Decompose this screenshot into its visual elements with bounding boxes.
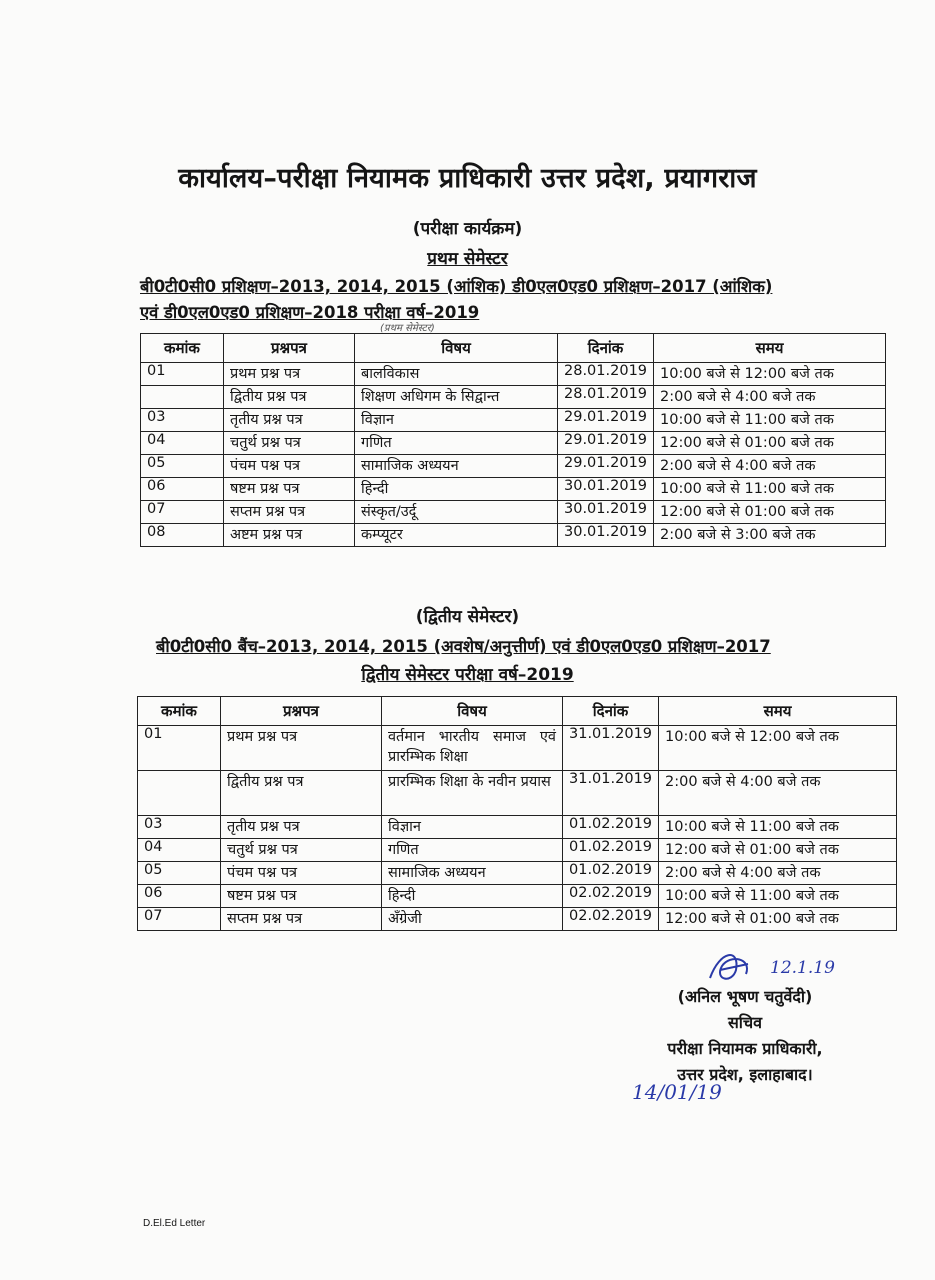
serial-cell: 06 [138,885,221,908]
time-cell: 10:00 बजे से 12:00 बजे तक [659,726,897,771]
serial-cell: 07 [141,501,224,524]
subject-cell: विज्ञान [382,816,563,839]
semester2-schedule-table [137,696,897,931]
table-header-row [141,334,886,363]
serial-cell: 03 [141,409,224,432]
time-cell: 12:00 बजे से 01:00 बजे तक [654,432,886,455]
serial-cell: 08 [141,524,224,547]
serial-cell: 04 [138,839,221,862]
table-row [138,771,897,816]
signatory-office: परीक्षा नियामक प्राधिकारी, [667,1039,823,1058]
serial-cell: 06 [141,478,224,501]
exam-programme-subtitle: (परीक्षा कार्यक्रम) [412,219,523,239]
header-date: दिनांक [563,697,659,726]
serial-cell: 04 [141,432,224,455]
date-cell: 01.02.2019 [563,862,659,885]
time-cell: 12:00 बजे से 01:00 बजे तक [654,501,886,524]
subject-cell: सामाजिक अध्ययन [355,455,558,478]
paper-cell: चतुर्थ प्रश्न पत्र [221,839,382,862]
paper-cell: षष्टम प्रश्न पत्र [221,885,382,908]
office-title: कार्यालय–परीक्षा नियामक प्राधिकारी उत्तर प्रदेश, प्रयागराज [178,163,757,194]
time-cell: 12:00 बजे से 01:00 बजे तक [659,839,897,862]
table-row [141,478,886,501]
paper-cell: पंचम पश्न पत्र [224,455,355,478]
header-time: समय [654,334,886,363]
paper-cell: षष्टम प्रश्न पत्र [224,478,355,501]
date-cell: 29.01.2019 [558,409,654,432]
date-cell: 29.01.2019 [558,432,654,455]
semester2-batch-line1: बी0टी0सी0 बैंच–2013, 2014, 2015 (अवशेष/अनुत्तीर्ण) एवं डी0एल0एड0 प्रशिक्षण–2017 [156,637,771,656]
time-cell: 10:00 बजे से 11:00 बजे तक [659,885,897,908]
semester1-batch-line1: बी0टी0सी0 प्रशिक्षण–2013, 2014, 2015 (आंशिक) डी0एल0एड0 प्रशिक्षण–2017 (आंशिक) [140,277,773,296]
serial-cell: 05 [138,862,221,885]
subject-cell: अँग्रेजी [382,908,563,931]
subject-cell: हिन्दी [382,885,563,908]
paper-cell: अष्टम प्रश्न पत्र [224,524,355,547]
footer-note: D.El.Ed Letter [143,1218,206,1229]
signatory-name: (अनिल भूषण चतुर्वेदी) [677,987,813,1006]
subject-cell: हिन्दी [355,478,558,501]
subject-cell: वर्तमान भारतीय समाज एवं प्रारम्भिक शिक्षा [382,726,563,771]
date-cell: 30.01.2019 [558,524,654,547]
time-cell: 2:00 बजे से 3:00 बजे तक [654,524,886,547]
semester1-heading: प्रथम सेमेस्टर [427,249,508,269]
date-cell: 30.01.2019 [558,478,654,501]
table-row [141,501,886,524]
table-row [138,885,897,908]
paper-cell: पंचम पश्न पत्र [221,862,382,885]
date-cell: 30.01.2019 [558,501,654,524]
subject-cell: सामाजिक अध्ययन [382,862,563,885]
date-cell: 02.02.2019 [563,885,659,908]
semester2-heading: (द्वितीय सेमेस्टर) [415,607,520,627]
semester1-batch-line2: एवं डी0एल0एड0 प्रशिक्षण–2018 परीक्षा वर्ष–2019 [140,303,480,322]
serial-cell: 01 [141,363,224,386]
serial-cell: 07 [138,908,221,931]
signatory-place: उत्तर प्रदेश, इलाहाबाद। [677,1065,813,1084]
subject-cell: गणित [355,432,558,455]
subject-cell: प्रारम्भिक शिक्षा के नवीन प्रयास [382,771,563,816]
header-paper: प्रश्नपत्र [221,697,382,726]
serial-cell [138,771,221,816]
date-cell: 01.02.2019 [563,816,659,839]
table-row [141,432,886,455]
table-row [138,908,897,931]
header-time: समय [659,697,897,726]
header-serial: कमांक [141,334,224,363]
table-row [141,363,886,386]
paper-cell: तृतीय प्रश्न पत्र [224,409,355,432]
semester1-schedule-table [140,333,886,547]
subject-cell: विज्ञान [355,409,558,432]
date-cell: 02.02.2019 [563,908,659,931]
header-paper: प्रश्नपत्र [224,334,355,363]
signature-date: 12.1.19 [770,958,835,978]
time-cell: 2:00 बजे से 4:00 बजे तक [654,386,886,409]
time-cell: 12:00 बजे से 01:00 बजे तक [659,908,897,931]
table-row [141,409,886,432]
time-cell: 2:00 बजे से 4:00 बजे तक [659,862,897,885]
time-cell: 10:00 बजे से 11:00 बजे तक [654,409,886,432]
header-subject: विषय [355,334,558,363]
subject-cell: शिक्षण अधिगम के सिद्वान्त [355,386,558,409]
subject-cell: गणित [382,839,563,862]
table-row [141,455,886,478]
subject-cell: संस्कृत/उर्दू [355,501,558,524]
time-cell: 2:00 बजे से 4:00 बजे तक [659,771,897,816]
date-cell: 28.01.2019 [558,363,654,386]
table-row [138,839,897,862]
serial-cell: 05 [141,455,224,478]
paper-cell: तृतीय प्रश्न पत्र [221,816,382,839]
paper-cell: चतुर्थ प्रश्न पत्र [224,432,355,455]
signatory-designation: सचिव [727,1013,763,1032]
serial-cell: 03 [138,816,221,839]
semester2-batch-line2: द्वितीय सेमेस्टर परीक्षा वर्ष–2019 [361,665,574,685]
header-serial: कमांक [138,697,221,726]
time-cell: 10:00 बजे से 11:00 बजे तक [659,816,897,839]
table-row [141,524,886,547]
table-row [141,386,886,409]
serial-cell [141,386,224,409]
date-cell: 01.02.2019 [563,839,659,862]
date-cell: 28.01.2019 [558,386,654,409]
table-row [138,862,897,885]
time-cell: 10:00 बजे से 11:00 बजे तक [654,478,886,501]
header-subject: विषय [382,697,563,726]
table-header-row [138,697,897,726]
paper-cell: सप्तम प्रश्न पत्र [224,501,355,524]
paper-cell: सप्तम प्रश्न पत्र [221,908,382,931]
date-cell: 31.01.2019 [563,726,659,771]
paper-cell: द्वितीय प्रश्न पत्र [224,386,355,409]
paper-cell: प्रथम प्रश्न पत्र [221,726,382,771]
paper-cell: द्वितीय प्रश्न पत्र [221,771,382,816]
pencil-annotation: (प्रथम सेमेस्टर) [380,323,435,334]
table-row [138,816,897,839]
date-cell: 31.01.2019 [563,771,659,816]
signature-scribble [700,940,770,990]
signature-block [600,985,890,1089]
subject-cell: कम्प्यूटर [355,524,558,547]
time-cell: 10:00 बजे से 12:00 बजे तक [654,363,886,386]
paper-cell: प्रथम प्रश्न पत्र [224,363,355,386]
date-cell: 29.01.2019 [558,455,654,478]
receipt-date-handwritten: 14/01/19 [632,1080,722,1104]
time-cell: 2:00 बजे से 4:00 बजे तक [654,455,886,478]
serial-cell: 01 [138,726,221,771]
header-date: दिनांक [558,334,654,363]
table-row [138,726,897,771]
subject-cell: बालविकास [355,363,558,386]
